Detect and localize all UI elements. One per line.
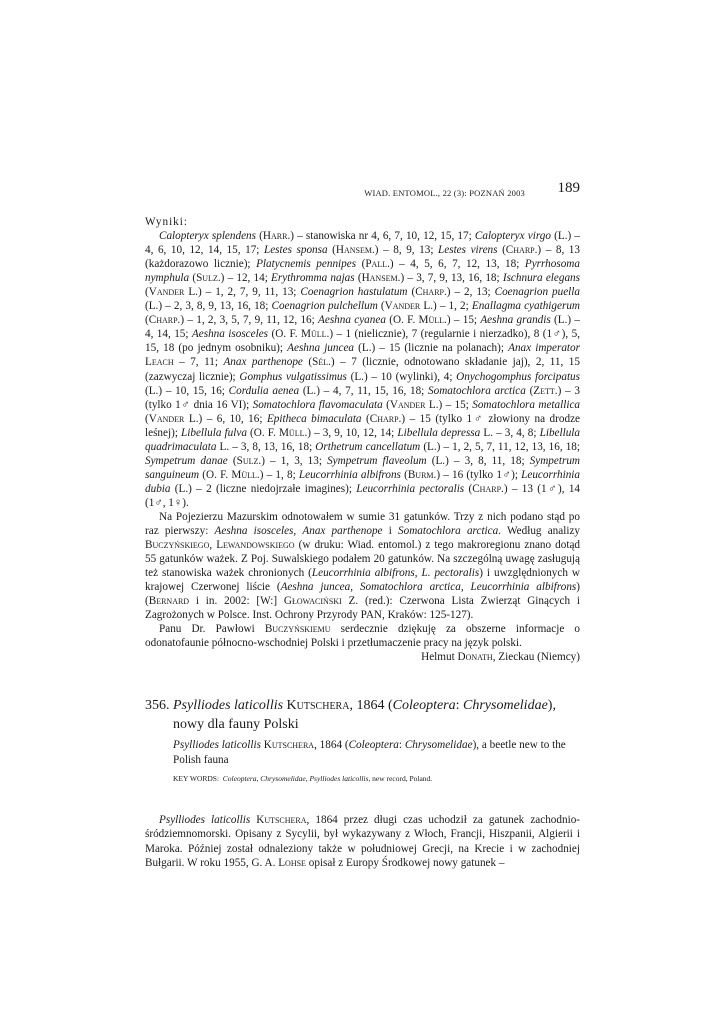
species-list-paragraph: Calopteryx splendens (Harr.) – stanowiska nr 4, 6, 7, 10, 12, 15, 17; Calopteryx virgo (L.) – 4, 6, 10, 12, 14, 15, 17; Lestes sponsa (Hansem.) – 8, 9, 13; Lestes virens (Charp.) – 8, 13 (każdorazowo licznie); Platycnemis pennipes (Pall.) – 4, 5, 6, 7, 12, 13, 18; Pyrrhosoma nymphula (Sulz.) – 12, 14; Erythromma najas (Hansem.) – 3, 7, 9, 13, 16, 18; Ischnura elegans (Vander L.) – 1, 2, 7, 9, 11, 13; Coenagrion hastulatum (Charp.) – 2, 13; Coenagrion puella (L.) – 2, 3, 8, 9, 13, 16, 18; Coenagrion pulchellum (Vander L.) – 1, 2; Enallagma cyathigerum (Charp.) – 1, 2, 3, 5, 7, 9, 11, 12, 16; Aeshna cyanea (O. F. Müll.) – 15; Aeshna grandis (L.) – 4, 14, 15; Aeshna isosceles (O. F. Müll.) – 1 (nielicznie), 7 (regularnie i nierzadko), 8 (1♂), 5, 15, 18 (po jednym osobniku); Aeshna juncea (L.) – 15 (licznie na polanach); Anax imperator Leach – 7, 11; Anax parthenope (Sél.) – 7 (licznie, odnotowano składanie jaj), 2, 11, 15 (zazwyczaj licznie); Gomphus vulgatissimus (L.) – 10 (wylinki), 4; Onychogomphus forcipatus (L.) – 10, 15, 16; Cordulia aenea (L.) – 4, 7, 11, 15, 16, 18; Somatochlora arctica (Zett.) – 3 (tylko 1♂ dnia 16 VI); Somatochlora flavomaculata (Vander L.) – 15; Somatochlora metallica (Vander L.) – 6, 10, 16; Epitheca bimaculata (Charp.) – 15 (tylko 1♂ złowiony na drodze leśnej); Libellula fulva (O. F. Müll.) – 3, 9, 10, 12, 14; Libellula depressa L. – 3, 4, 8; Libellula quadrimaculata L. – 3, 8, 13, 16, 18; Orthetrum cancellatum (L.) – 1, 2, 5, 7, 11, 12, 13, 16, 18; Sympetrum danae (Sulz.) – 1, 3, 13; Sympetrum flaveolum (L.) – 3, 8, 11, 18; Sympetrum sanguineum (O. F. Müll.) – 1, 8; Leucorrhinia albifrons (Burm.) – 16 (tylko 1♂); Leucorrhinia dubia (L.) – 2 (liczne niedojrzałe imagines); Leucorrhinia pectoralis (Charp.) – 13 (1♂), 14 (1♂, 1♀). [145,230,581,509]
article-number: 356. [145,698,170,713]
summary-paragraph: Na Pojezierzu Mazurskim odnotowałem w sumie 31 gatunków. Trzy z nich podano stąd po raz pierwszy: Aeshna isosceles, Anax parthenope i Somatochlora arctica. Według analizy Buczyńskiego, Lewandowskiego (w druku: Wiad. entomol.) z tego makroregionu znano dotąd 55 gatunków ważek. Z Poj. Suwalskiego podałem 20 gatunków. Na szczególną uwagę zasługują też stanowiska ważek chronionych (Leucorrhinia albifrons, L. pectoralis) i uwzględnionych w krajowej Czerwonej liście (Aeshna juncea, Somatochlora arctica, Leucorrhinia albifrons) (Bernard i in. 2002: [W:] Głowaciński Z. (red.): Czerwona Lista Zwierząt Ginących i Zagrożonych w Polsce. Inst. Ochrony Przyrody PAN, Kraków: 125-127). [145,510,581,622]
key-words: KEY WORDS: Coleoptera, Chrysomelidae, Psylliodes laticollis, new record, Poland. [173,774,433,783]
page-number: 189 [557,180,580,196]
article-body [145,802,580,882]
results-section [145,215,580,665]
author-signature: Helmut Donath, Zieckau (Niemcy) [421,651,580,664]
page-header [145,180,580,200]
results-heading: Wyniki: [145,216,188,228]
article-title [145,696,580,734]
acknowledgement-paragraph: Panu Dr. Pawłowi Buczyńskiemu serdecznie dziękuję za obszerne informacje o odonatofaunie północno-wschodniej Polski i przetłumaczenie pracy na język polski. [145,623,580,650]
article-title-line1: Psylliodes laticollis Kutschera, 1864 (Coleoptera: Chrysomelidae), [173,698,556,713]
running-head: WIAD. ENTOMOL., 22 (3): POZNAŃ 2003 [364,188,525,198]
article-body-paragraph: Psylliodes laticollis Kutschera, 1864 przez długi czas uchodził za gatunek zachodnio-śródziemnomorski. Opisany z Sycylii, był wykazywany z Włoch, Francji, Hiszpanii, Algierii i Maroka. Później został odnaleziony także w południowej Grecji, na Krecie i w zachodniej Bułgarii. W roku 1955, G. A. Lohse opisał z Europy Środkowej nowy gatunek – [145,814,581,870]
english-title: Psylliodes laticollis Kutschera, 1864 (Coleoptera: Chrysomelidae), a beetle new to the Polish fauna [173,739,566,766]
article-title-line2: nowy dla fauny Polski [173,717,299,732]
